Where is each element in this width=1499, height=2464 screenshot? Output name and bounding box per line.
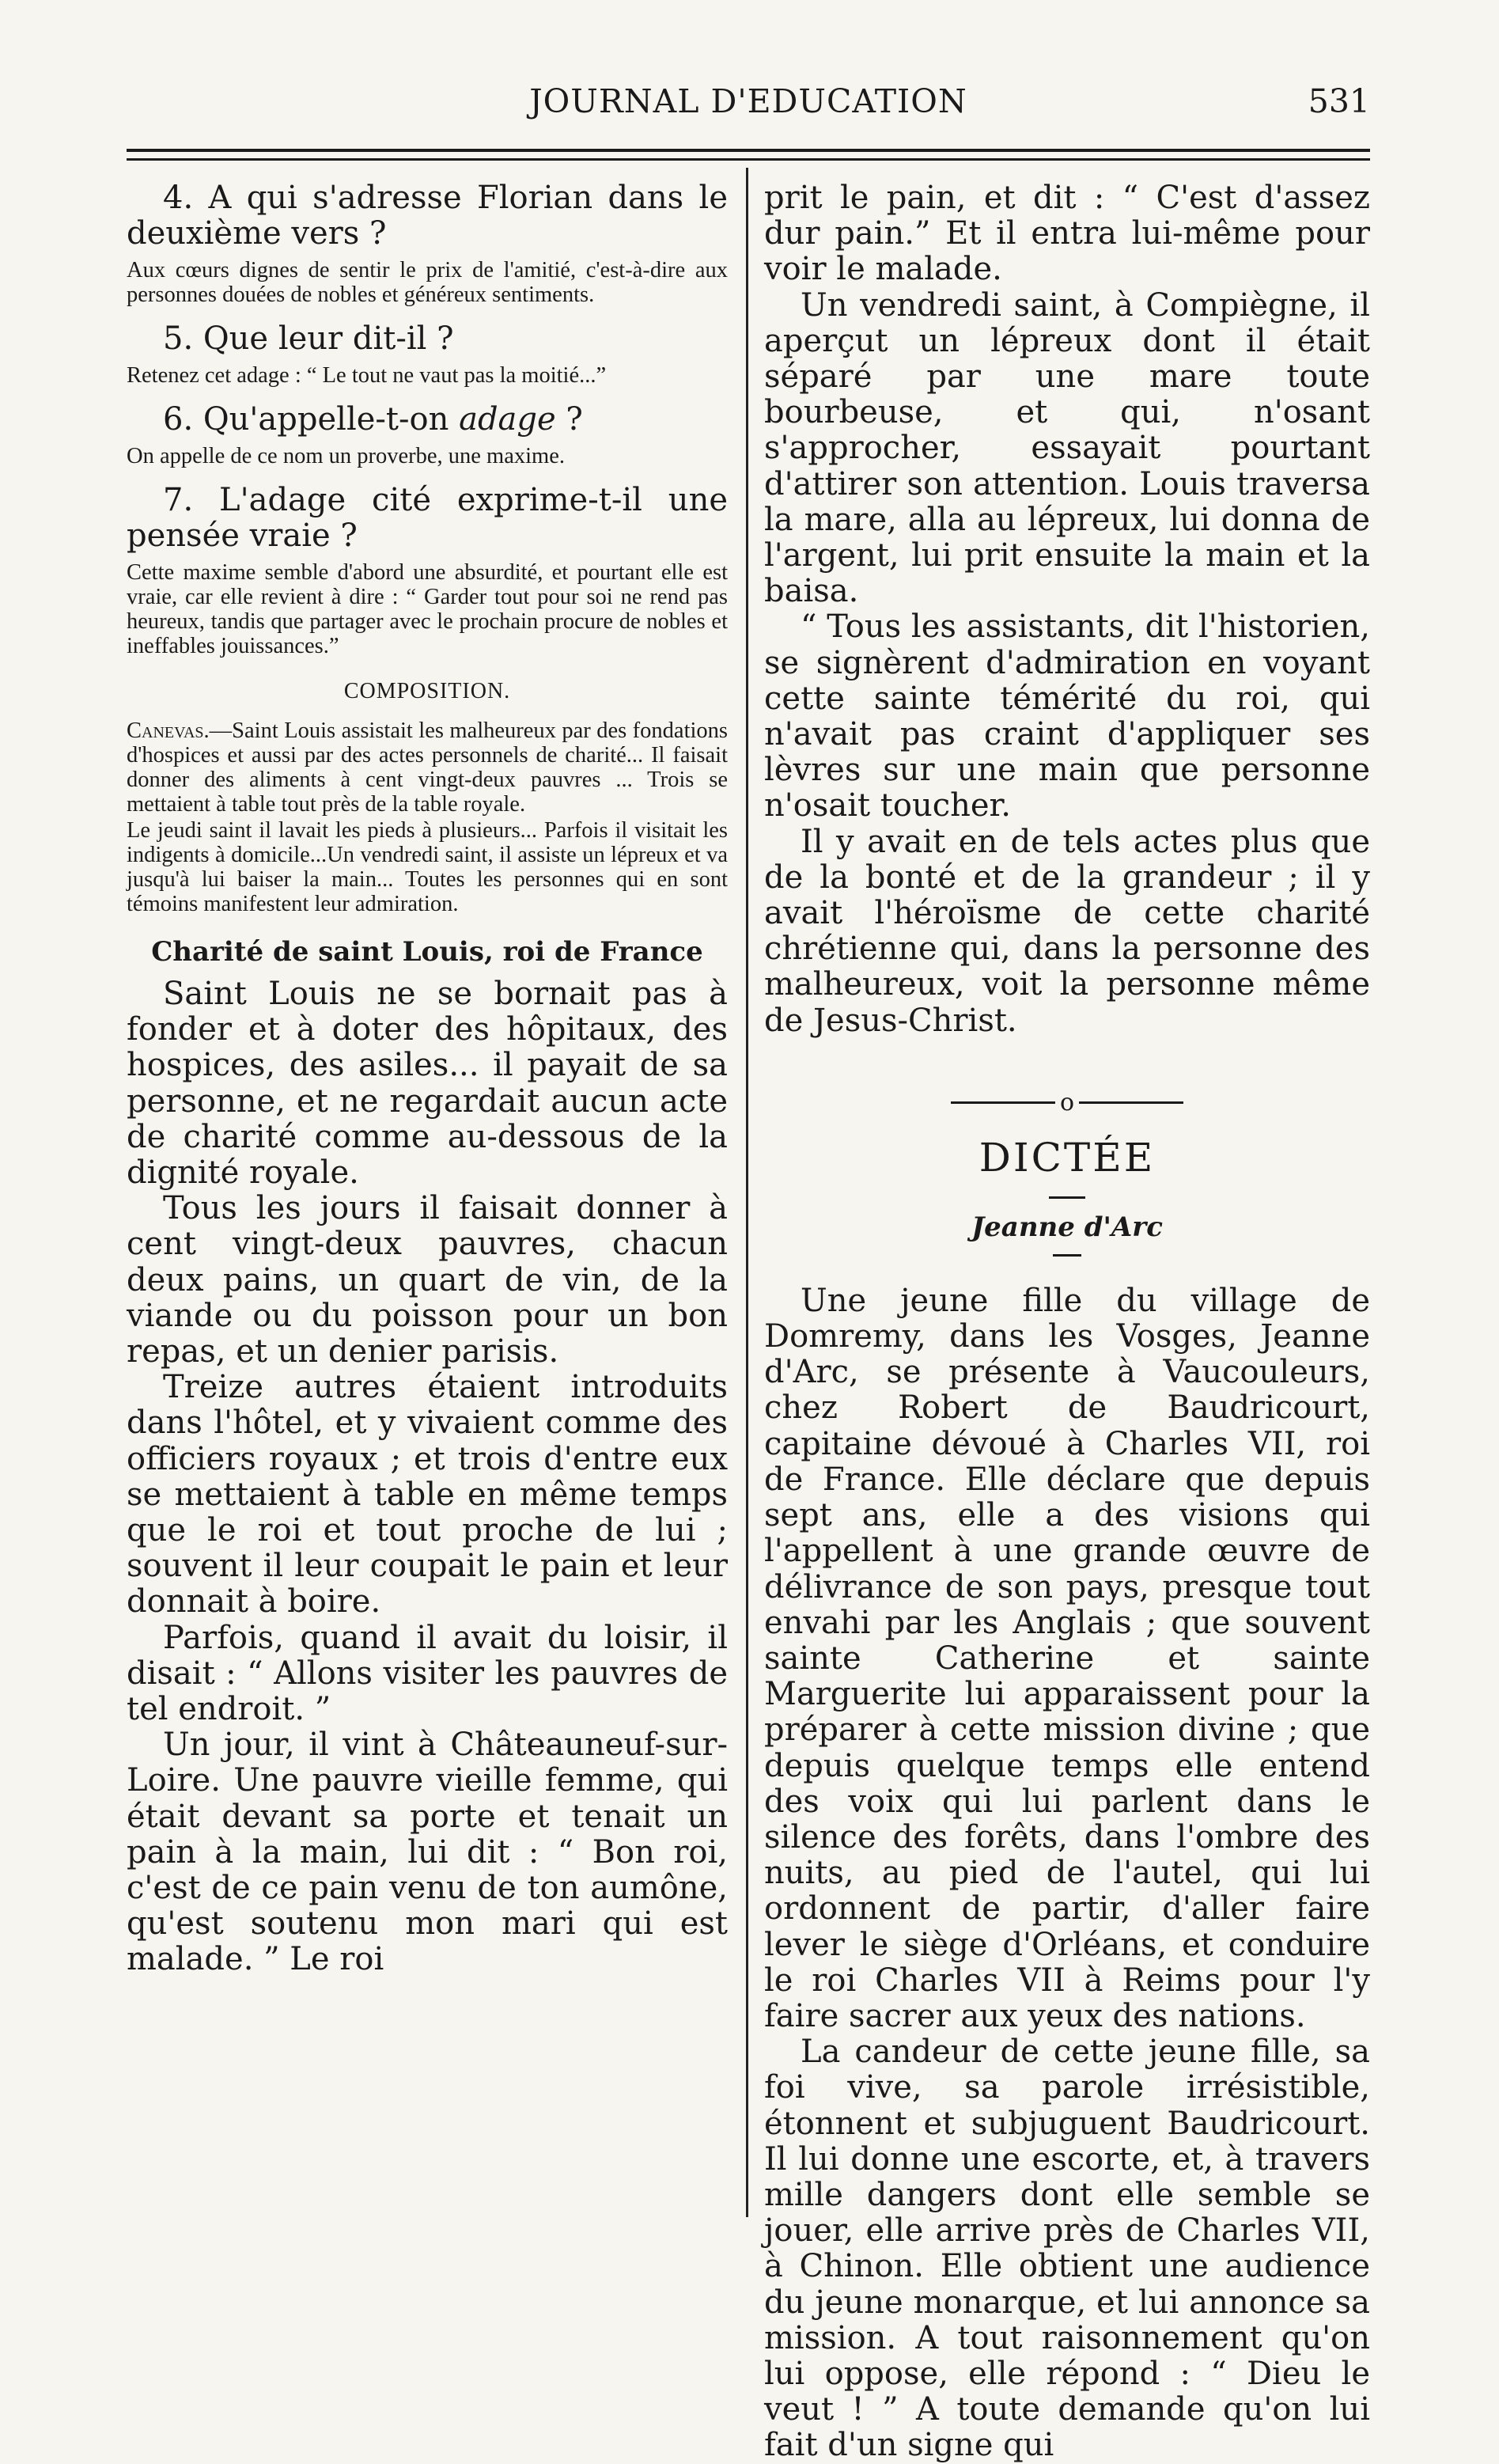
subtitle-rule bbox=[1053, 1254, 1081, 1257]
answer-6: On appelle de ce nom un proverbe, une maxime. bbox=[127, 444, 565, 468]
canevas-text-1: —Saint Louis assistait les malheureux par des fondations d'hospices et aussi par des actes personnels de charité... Il faisait donner des aliments à cent vingt-deux pauvres ... Trois se mettaient à table tout près de la table royale. bbox=[127, 718, 728, 817]
separator-line bbox=[951, 1101, 1055, 1104]
body-paragraph: Parfois, quand il avait du loisir, il disait : “ Allons visiter les pauvres de tel endroit. ” bbox=[127, 1619, 728, 1728]
body-paragraph: Un jour, il vint à Châteauneuf-sur-Loire. Une pauvre vieille femme, qui était devant sa porte et tenait un pain à la main, lui dit : “ Bon roi, c'est de ce pain venu de ton aumône, qu'est soutenu mon mari qui est malade. ” Le roi bbox=[127, 1727, 728, 1978]
question-6-end: ? bbox=[555, 401, 583, 438]
dictee-paragraph: Une jeune fille du village de Domremy, dans les Vosges, Jeanne d'Arc, se présente à Vaucouleurs, chez Robert de Baudricourt, capitaine dévoué à Charles VII, roi de France. Elle déclare que depuis sept ans, elle a des visions qui l'appellent à une grande œuvre de délivrance de son pays, presque tout envahi par les Anglais ; que souvent sainte Catherine et sainte Marguerite lui apparaissent pour la préparer à cette mission divine ; que depuis quelque temps elle entend des voix qui lui parlent dans le silence des forêts, dans l'ombre des nuits, au pied de l'autel, qui lui ordonnent de partir, d'aller faire lever le siège d'Orléans, et conduire le roi Charles VII à Reims pour l'y faire sacrer aux yeux des nations. bbox=[764, 1282, 1370, 2034]
question-5: 5. Que leur dit-il ? bbox=[163, 320, 454, 357]
dictee-heading: DICTÉE bbox=[979, 1134, 1156, 1181]
section-title: Charité de saint Louis, roi de France bbox=[151, 936, 703, 968]
body-paragraph: Un vendredi saint, à Compiègne, il aperçut un lépreux dont il était séparé par une mare toute bourbeuse, et qui, n'osant s'approcher, essayait pourtant d'attirer son attention. Louis traversa la mare, alla au lépreux, lui donna de l'argent, lui prit ensuite la main et la baisa. bbox=[764, 286, 1370, 610]
right-column bbox=[764, 180, 1370, 2464]
composition-heading: COMPOSITION. bbox=[343, 679, 511, 703]
canevas-paragraph-1 bbox=[127, 718, 728, 817]
header-rule-top bbox=[127, 149, 1370, 152]
answer-7: Cette maxime semble d'abord une absurdité, et pourtant elle est vraie, car elle revient à dire : “ Garder tout pour soi ne rend pas heureux, tandis que partager avec le prochain procure de nobles et ineffables jouissances.” bbox=[127, 560, 728, 658]
header-rule-bottom bbox=[127, 158, 1370, 161]
journal-title: JOURNAL D'EDUCATION bbox=[529, 82, 967, 120]
page-header bbox=[127, 78, 1370, 125]
body-paragraph: Saint Louis ne se bornait pas à fonder et à doter des hôpitaux, des hospices, des asiles... il payait de sa personne, et ne regardait aucun acte de charité comme au-dessous de la dignité royale. bbox=[127, 976, 728, 1192]
left-column bbox=[127, 180, 728, 1978]
body-paragraph-continued: prit le pain, et dit : “ C'est d'assez dur pain.” Et il entra lui-même pour voir le malade. bbox=[764, 180, 1370, 288]
question-6-emphasis: adage bbox=[459, 401, 556, 438]
separator-line bbox=[1079, 1101, 1183, 1104]
question-4: 4. A qui s'adresse Florian dans le deuxième vers ? bbox=[127, 180, 728, 252]
answer-4: Aux cœurs dignes de sentir le prix de l'amitié, c'est-à-dire aux personnes douées de nobles et généreux sentiments. bbox=[127, 258, 728, 307]
heading-rule bbox=[1049, 1196, 1085, 1199]
page-number: 531 bbox=[1308, 82, 1370, 120]
body-paragraph: Il y avait en de tels actes plus que de la bonté et de la grandeur ; il y avait l'héroïsme de cette charité chrétienne qui, dans la personne des malheureux, voit la personne même de Jesus-Christ. bbox=[764, 823, 1370, 1039]
canevas-paragraph-2: Le jeudi saint il lavait les pieds à plusieurs... Parfois il visitait les indigents à domicile...Un vendredi saint, il assiste un lépreux et va jusqu'à lui baiser la main... Toutes les personnes qui en sont témoins manifestent leur admiration. bbox=[127, 818, 728, 916]
section-separator bbox=[764, 1086, 1370, 1119]
body-paragraph: Tous les jours il faisait donner à cent vingt-deux pauvres, chacun deux pains, un quart de vin, de la viande ou du poisson pour un bon repas, et un denier parisis. bbox=[127, 1190, 728, 1370]
dictee-subtitle: Jeanne d'Arc bbox=[971, 1211, 1163, 1243]
question-6-text: 6. Qu'appelle-t-on bbox=[163, 401, 460, 438]
body-paragraph: Treize autres étaient introduits dans l'hôtel, et y vivaient comme des officiers royaux ; et trois d'entre eux se mettaient à table en même temps que le roi et tout proche de lui ; souvent il leur coupait le pain et leur donnait à boire. bbox=[127, 1369, 728, 1621]
column-divider bbox=[746, 168, 748, 2217]
answer-5: Retenez cet adage : “ Le tout ne vaut pas la moitié...” bbox=[127, 363, 607, 388]
canevas-label: Canevas. bbox=[127, 718, 210, 743]
separator-symbol: o bbox=[1059, 1088, 1075, 1116]
question-6 bbox=[127, 402, 728, 438]
body-paragraph: “ Tous les assistants, dit l'historien, se signèrent d'admiration en voyant cette sainte témérité du roi, qui n'avait pas craint d'appliquer ses lèvres sur une main que personne n'osait toucher. bbox=[764, 608, 1370, 824]
question-7: 7. L'adage cité exprime-t-il une pensée vraie ? bbox=[127, 482, 728, 554]
dictee-paragraph: La candeur de cette jeune fille, sa foi vive, sa parole irrésistible, étonnent et subjuguent Baudricourt. Il lui donne une escorte, et, à travers mille dangers dont elle semble se jouer, elle arrive près de Charles VII, à Chinon. Elle obtient une audience du jeune monarque, et lui annonce sa mission. A tout raisonnement qu'on lui oppose, elle répond : “ Dieu le veut ! ” A toute demande qu'on lui fait d'un signe qui bbox=[764, 2034, 1370, 2464]
